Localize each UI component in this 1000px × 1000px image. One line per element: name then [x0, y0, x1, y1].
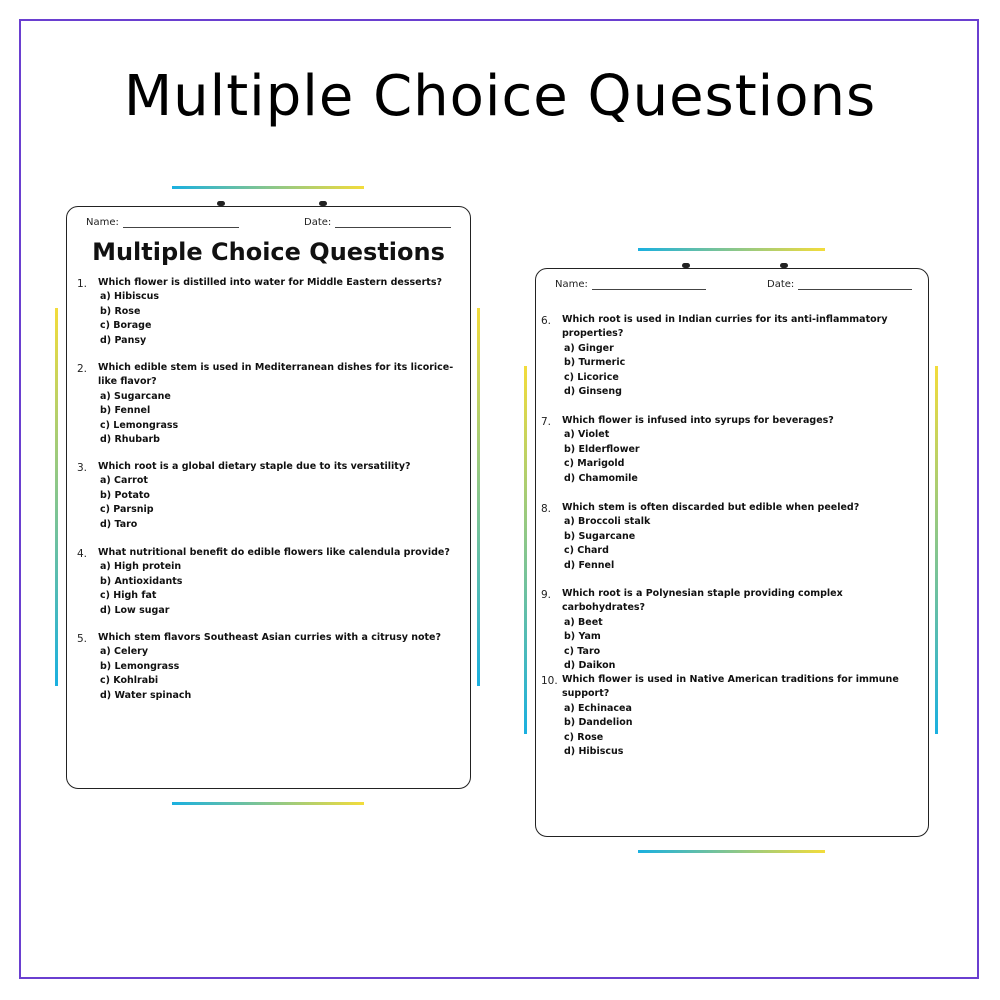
question-item	[77, 276, 454, 348]
question-text: Which root is a Polynesian staple providing complex carbohydrates?	[562, 588, 843, 614]
question-text: Which edible stem is used in Mediterranean dishes for its licorice-like flavor?	[98, 362, 454, 388]
answer-option[interactable]: b) Fennel	[100, 405, 151, 417]
answer-option[interactable]: c) Borage	[100, 320, 152, 332]
question-item	[77, 631, 454, 703]
accent-line-top-left	[172, 186, 364, 189]
worksheet-page-1	[66, 206, 471, 789]
question-number: 4.	[77, 548, 88, 560]
answer-option[interactable]: d) Ginseng	[564, 386, 622, 398]
answer-option[interactable]: a) Sugarcane	[100, 390, 171, 402]
accent-line-bottom-left	[172, 802, 364, 805]
answer-option[interactable]: a) Echinacea	[564, 702, 632, 714]
question-text: Which flower is used in Native American traditions for immune support?	[562, 674, 899, 700]
answer-option[interactable]: d) Low sugar	[100, 604, 170, 616]
answer-option[interactable]: a) Violet	[564, 429, 610, 441]
accent-line-bottom-right	[638, 850, 825, 853]
name-line	[592, 279, 706, 290]
answer-option[interactable]: a) Celery	[100, 646, 149, 658]
question-item	[541, 673, 912, 759]
accent-line-side-right	[935, 366, 938, 734]
answer-option[interactable]: c) Chard	[564, 545, 609, 557]
answer-option[interactable]: b) Rose	[100, 305, 141, 317]
answer-option[interactable]: d) Taro	[100, 518, 138, 530]
answer-option[interactable]: d) Rhubarb	[100, 434, 160, 446]
name-label: Name:	[555, 279, 588, 290]
date-field	[304, 217, 451, 228]
binder-rings	[536, 263, 928, 271]
date-line	[798, 279, 912, 290]
question-item	[77, 546, 454, 618]
page-title: Multiple Choice Questions	[123, 64, 877, 129]
question-item	[77, 460, 454, 532]
answer-option[interactable]: a) Hibiscus	[100, 291, 160, 303]
answer-option[interactable]: b) Dandelion	[564, 717, 633, 729]
answer-option[interactable]: b) Lemongrass	[100, 660, 180, 672]
accent-line-top-right	[638, 248, 825, 251]
worksheet-page-2	[535, 268, 929, 837]
accent-line-side-left-inner	[477, 308, 480, 686]
question-text: Which stem is often discarded but edible when peeled?	[562, 502, 860, 513]
accent-line-side-left	[55, 308, 58, 686]
question-item	[541, 414, 912, 486]
answer-option[interactable]: b) Yam	[564, 631, 601, 643]
name-label: Name:	[86, 217, 119, 228]
answer-option[interactable]: d) Fennel	[564, 559, 615, 571]
date-label: Date:	[767, 279, 795, 290]
question-number: 3.	[77, 462, 88, 474]
answer-option[interactable]: d) Chamomile	[564, 472, 638, 484]
question-text: Which root is used in Indian curries for its anti-inflammatory properties?	[562, 314, 888, 340]
answer-option[interactable]: c) High fat	[100, 590, 157, 602]
answer-option[interactable]: d) Hibiscus	[564, 746, 624, 758]
question-number: 1.	[77, 278, 88, 290]
binder-ring-icon	[682, 263, 690, 268]
answer-option[interactable]: a) Broccoli stalk	[564, 516, 651, 528]
answer-option[interactable]: c) Marigold	[564, 458, 625, 470]
name-field	[86, 217, 239, 228]
question-number: 7.	[541, 416, 552, 428]
answer-option[interactable]: b) Turmeric	[564, 357, 626, 369]
question-text: Which stem flavors Southeast Asian curries with a citrusy note?	[98, 632, 442, 643]
question-number: 2.	[77, 363, 88, 375]
answer-option[interactable]: c) Kohlrabi	[100, 675, 159, 687]
answer-option[interactable]: c) Taro	[564, 645, 601, 657]
question-item	[77, 361, 454, 447]
date-field	[767, 279, 912, 290]
answer-option[interactable]: d) Pansy	[100, 334, 147, 346]
question-number: 5.	[77, 633, 88, 645]
question-item	[541, 587, 912, 673]
date-label: Date:	[304, 217, 332, 228]
question-text: What nutritional benefit do edible flowers like calendula provide?	[98, 547, 450, 558]
answer-option[interactable]: d) Water spinach	[100, 689, 192, 701]
answer-option[interactable]: a) Beet	[564, 616, 603, 628]
name-field	[555, 279, 706, 290]
answer-option[interactable]: b) Potato	[100, 489, 150, 501]
binder-rings	[67, 201, 470, 209]
question-number: 8.	[541, 503, 552, 515]
answer-option[interactable]: a) High protein	[100, 561, 182, 573]
answer-option[interactable]: d) Daikon	[564, 660, 616, 672]
question-number: 10.	[541, 675, 558, 687]
answer-option[interactable]: b) Elderflower	[564, 443, 640, 455]
date-line	[335, 217, 451, 228]
binder-ring-icon	[217, 201, 225, 206]
answer-option[interactable]: b) Sugarcane	[564, 530, 636, 542]
question-item	[541, 501, 912, 573]
answer-option[interactable]: b) Antioxidants	[100, 575, 183, 587]
answer-option[interactable]: c) Rose	[564, 731, 604, 743]
binder-ring-icon	[319, 201, 327, 206]
answer-option[interactable]: c) Licorice	[564, 371, 619, 383]
question-text: Which root is a global dietary staple due to its versatility?	[98, 461, 411, 472]
question-text: Which flower is infused into syrups for beverages?	[562, 415, 834, 426]
name-line	[123, 217, 239, 228]
answer-option[interactable]: a) Ginger	[564, 342, 614, 354]
question-item	[541, 313, 912, 399]
question-number: 9.	[541, 589, 552, 601]
question-text: Which flower is distilled into water for Middle Eastern desserts?	[98, 277, 442, 288]
answer-option[interactable]: c) Lemongrass	[100, 419, 179, 431]
accent-line-side-right-inner	[524, 366, 527, 734]
binder-ring-icon	[780, 263, 788, 268]
answer-option[interactable]: c) Parsnip	[100, 504, 154, 516]
answer-option[interactable]: a) Carrot	[100, 475, 148, 487]
worksheet-title: Multiple Choice Questions	[92, 238, 445, 266]
question-number: 6.	[541, 315, 552, 327]
